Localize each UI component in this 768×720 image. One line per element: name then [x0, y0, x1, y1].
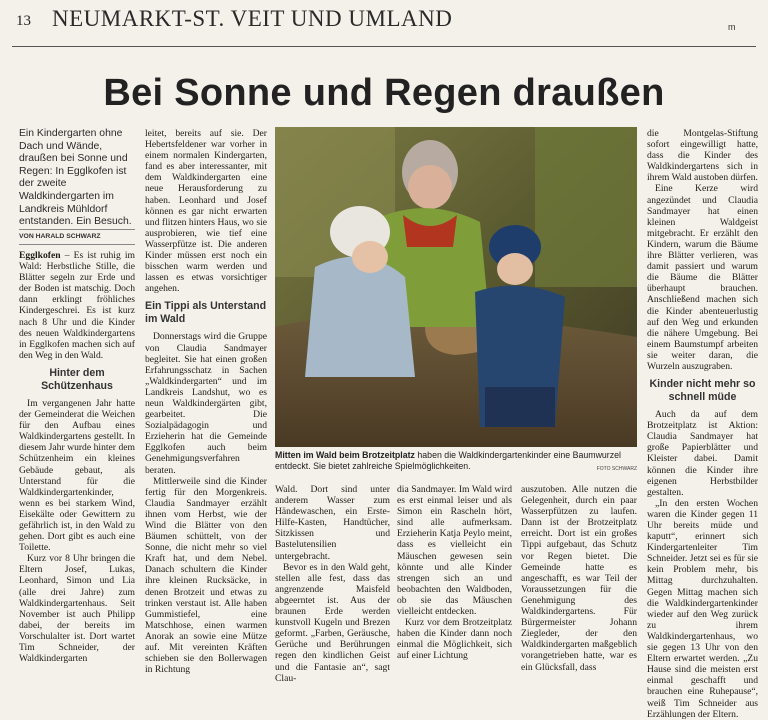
page-number: 13	[16, 13, 31, 29]
paragraph: Eine Kerze wird angezündet und Claudia Sandmayer hat einen kleinen Waldgeist mitgebracht. Er erzählt den Kindern, warum die Bäume ihre Blätter verlieren, was damit passiert und warum die Bäume die Blätter überhaupt brauchen. Anschließend machen sich die Kinder abenteuerlustig auf den Weg und erkunden die nähere Umgebung. Bei einem Baumstumpf arbeiten sie weiter daran, die Wurzeln auszugraben.	[647, 183, 758, 372]
photo-credit: FOTO SCHWARZ	[596, 465, 637, 472]
column-2	[145, 128, 267, 675]
paragraph	[19, 250, 135, 361]
paragraph: die Montgelas-Stiftung sofort eingewilligt hatte, dass die Kinder des Waldkindergartens sich in ihrem Wald austoben dürfen.	[647, 128, 758, 184]
byline-rule-bottom	[19, 244, 135, 245]
section-title: NEUMARKT-ST. VEIT UND UMLAND	[52, 6, 453, 31]
paragraph: dia Sandmayer. Im Wald wird es erst einmal leiser und als Simon ein Rascheln hört, sind alle aufmerksam. Erzieherin Katja Peylo meint, dass es vielleicht ein Mäuschen gewesen sein könnte und alle Kinder strengen sich an und beobachten den Waldboden, ob sie das Mäuschen vielleicht entdecken.	[397, 484, 512, 618]
paragraph-text: – Es ist ruhig im Wald: Herbstliche Stille, die Blätter segeln zur Erde und der Boden ist matschig. Doch dann erklingt fröhliches Kindergeschrei. Es ist kurz nach 8 Uhr und die Kinder des neuen Waldkindergartens in Egglkofen machen sich auf den Weg in den Wald.	[19, 250, 135, 361]
article-photo	[275, 127, 637, 447]
caption-text: haben die Waldkindergartenkinder eine Baumwurzel entdeckt. Sie bietet zahlreiche Spielmöglichkeiten.	[275, 450, 621, 471]
subheading: Kinder nicht mehr so schnell müde	[649, 378, 756, 404]
subheading: Hinter dem Schützenhaus	[41, 366, 113, 392]
paragraph: Kurz vor 8 Uhr bringen die Eltern Josef, Lukas, Leonhard, Simon und Lia (alle drei Jahre) zum Waldkindergartenhaus. Seit November ist auch Philipp dabei, der bereits im Vorschulalter ist. Dort wartet Tim Schneider, der Waldkindergarten	[19, 553, 135, 665]
byline-rule-top	[19, 229, 135, 230]
publication-mark: m	[728, 22, 736, 32]
byline: VON HARALD SCHWARZ	[19, 233, 101, 240]
column-4	[397, 484, 512, 662]
subheading: Ein Tippi als Unterstand im Wald	[145, 300, 267, 326]
photo-caption	[275, 450, 637, 474]
header-rule	[12, 46, 756, 47]
paragraph: „In den ersten Wochen waren die Kinder gegen 11 Uhr bereits müde und kaputt“, erinnert sich Kindergartenleiter Tim Schneider. Jetzt sei es für sie kein Problem mehr, bis Mittag durchzuhalten. Gegen Mittag machen sich die Waldkindergartenkinder wieder auf den Weg zurück zu ihrem Waldkindergartenhaus, wo sie gegen 13 Uhr von den Eltern erwartet werden. „Zu Hause sind die meisten erst einmal geschafft und brauchen eine Ruhepause“, weiß Tim Schneider aus Erzählungen der Eltern.	[647, 497, 758, 720]
intro-text: Ein Kindergarten ohne Dach und Wände, draußen bei Sonne und Regen: In Egglkofen ist der zweite Waldkindergarten im Landkreis Mühldorf entstanden. Ein Besuch.	[19, 128, 132, 228]
column-3	[275, 484, 390, 684]
column-1	[19, 250, 135, 664]
column-5	[521, 484, 637, 673]
column-6	[647, 128, 758, 720]
headline: Bei Sonne und Regen draußen	[103, 72, 665, 114]
paragraph: Im vergangenen Jahr hatte der Gemeinderat die Weichen für den Aufbau eines Waldkindergartens gestellt. In diesem Jahr wurde hinter dem Schützenheim ein kleines Gebäude gebaut, als Unterstand für die Waldkindergartenkinder, wenn es bei starkem Wind, Eisekälte oder Gewittern zu gefährlich ist, in den Wald zu gehen. Dort gibt es auch eine Toilette.	[19, 397, 135, 554]
caption-lead: Mitten im Wald beim Brotzeitplatz	[275, 450, 415, 460]
paragraph: Auch da auf dem Brotzeitplatz ist Aktion: Claudia Sandmayer hat große Papierblätter und Kleister dabei. Damit können die Kinder ihre eigenen Herbstbilder gestalten.	[647, 409, 758, 498]
dateline: Egglkofen	[19, 250, 61, 261]
paragraph: Bevor es in den Wald geht, stellen alle fest, dass das angrenzende Maisfeld abgeerntet ist. Aus der braunen Erde werden kunstvoll Kugeln und Brezen geformt. „Farben, Geräusche, Gerüche und Berührungen regen den kindlichen Geist und die Fantasie an“, sagt Clau-	[275, 561, 390, 684]
forest-children-photo	[275, 127, 637, 447]
paragraph: Donnerstags wird die Gruppe von Claudia Sandmayer begleitet. Sie hat einen großen Erfahrungsschatz in Sachen „Waldkindergarten“ und im Landkreis Landshut, wo es neun Waldkindergärten gibt, gearbeitet. Die Sozialpädagogin und Erzieherin hat die Gemeinde Egglkofen auch beim Genehmigungsverfahren beraten.	[145, 331, 267, 476]
paragraph: Wald. Dort sind unter anderem Wasser zum Händewaschen, ein Erste-Hilfe-Kasten, Handtücher, Sitzkissen und Bastelutensilien untergebracht.	[275, 484, 390, 562]
paragraph: leitet, bereits auf sie. Der Hebertsfeldener war vorher in einem normalen Kindergarten, fand es aber interessanter, mit dem Waldkindergarten eine neue Herausforderung zu haben. Leonhard und Josef können es gar nicht erwarten und flitzen hinters Haus, wo sie ausprobieren, wie tief eine Wasserpfütze ist. Die anderen Kinder müssen erst noch ein bisschen warm werden und lassen es etwas vorsichtiger angehen.	[145, 128, 267, 295]
paragraph: auszutoben. Alle nutzen die Gelegenheit, durch ein paar Wasserpfützen zu laufen. Dann ist der Brotzeitplatz erreicht. Dort ist ein großes Tippi aufgebaut, das Schutz vor Regen bietet. Die Gemeinde hatte es angeschafft, es war Teil der Voraussetzungen für die Genehmigung des Waldkindergartens. Für Bürgermeister Johann Ziegleder, der den Waldkindergarten maßgeblich vorangetrieben hatte, war es ein Glücksfall, dass	[521, 484, 637, 673]
paragraph: Kurz vor dem Brotzeitplatz haben die Kinder dann noch einmal die Möglichkeit, sich auf einer Lichtung	[397, 617, 512, 662]
paragraph: Mittlerweile sind die Kinder fertig für den Morgenkreis. Claudia Sandmayer erzählt ihnen vom Herbst, wie der Wind die Blätter von den Bäumen schüttelt, von der Sonne, die nicht mehr so viel Kraft hat, und dem Nebel. Danach schultern die Kinder ihre kleinen Rucksäcke, in denen Brotzeit und etwas zu trinken verstaut ist. Alle haben Gummistiefel, eine Matschhose, einen warmen Anorak an sowie eine Mütze auf. Mit vereinten Kräften schieben sie den Bollerwagen in Richtung	[145, 475, 267, 676]
